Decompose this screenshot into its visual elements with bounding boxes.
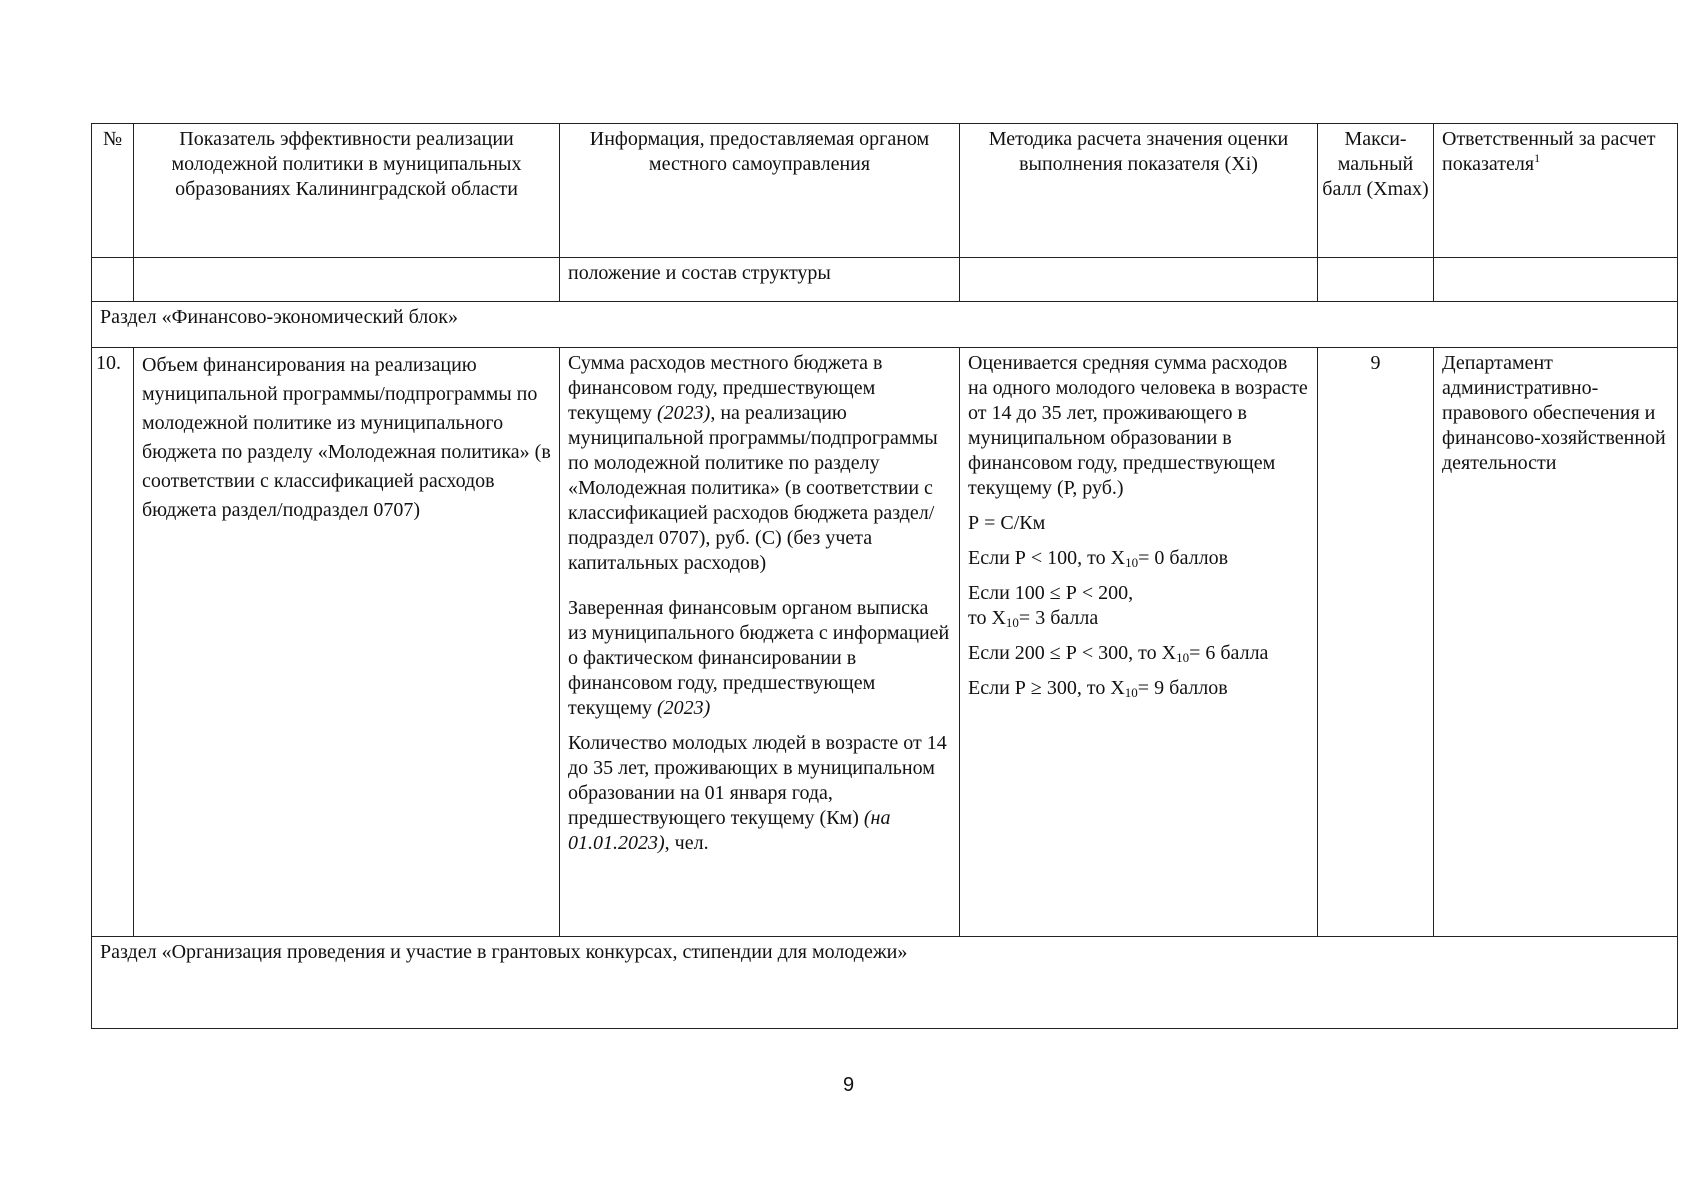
table-row — [92, 348, 1678, 937]
header-num: № — [92, 124, 134, 258]
method-formula: Р = С/Км — [968, 512, 1046, 534]
continuation-info: положение и состав структуры — [560, 258, 960, 302]
footnote-marker: 1 — [1534, 151, 1541, 165]
criteria-table — [91, 123, 1678, 1029]
section-row-grants — [92, 937, 1678, 1029]
method-rule-2: Если 100 ≤ Р < 200, то $Х_{10}= 3$ балла — [968, 582, 1134, 630]
method-rule-4: Если Р ≥ 300, то $Х_{10}= 9$ баллов — [968, 677, 1228, 700]
info-paragraph-youth-count: Количество молодых людей в возрасте от 14 до 35 лет, проживающих в муниципальном образовании на 01 января года, предшествующего текущему (Км) (на 01.01.2023), чел. — [568, 732, 947, 854]
page-number: 9 — [842, 1074, 855, 1096]
header-max: Макси-мальный балл (Xmax) — [1318, 124, 1434, 258]
header-info: Информация, предоставляемая органом местного самоуправления — [560, 124, 960, 258]
section-title-grants: Раздел «Организация проведения и участие в грантовых конкурсах, стипендии для молодежи» — [92, 937, 1678, 1029]
row-number: 10. — [92, 348, 134, 937]
method-rule-1: Если Р < 100, то $Х_{10}= 0$ баллов — [968, 547, 1229, 570]
table-header-row — [92, 124, 1678, 258]
row-info — [560, 348, 960, 937]
row-max-score: 9 — [1318, 348, 1434, 937]
row-method — [960, 348, 1318, 937]
method-rule-3: Если 200 ≤ Р < 300, то $Х_{10}= 6$ балла — [968, 642, 1269, 665]
row-indicator: Объем финансирования на реализацию муниципальной программы/подпрограммы по молодежной политике из муниципального бюджета по разделу «Молодежная политика» (в соответствии с классификацией расходов бюджета раздел/подраздел 0707) — [134, 348, 560, 937]
method-intro: Оценивается средняя сумма расходов на одного молодого человека в возрасте от 14 до 35 лет, проживающего в муниципальном образовании в финансовом году, предшествующем текущему (Р, руб.) — [968, 352, 1308, 499]
continuation-row — [92, 258, 1678, 302]
header-method: Методика расчета значения оценки выполнения показателя (Xi) — [960, 124, 1318, 258]
section-row-finance — [92, 302, 1678, 348]
header-responsible: Ответственный за расчет показателя$^1$ — [1434, 124, 1678, 258]
section-title-finance: Раздел «Финансово-экономический блок» — [92, 302, 1678, 348]
info-paragraph-statement: Заверенная финансовым органом выписка из муниципального бюджета с информацией о фактическом финансировании в финансовом году, предшествующем текущему (2023) — [568, 597, 950, 719]
header-indicator: Показатель эффективности реализации молодежной политики в муниципальных образованиях Калининградской области — [134, 124, 560, 258]
info-paragraph-expenses: Сумма расходов местного бюджета в финансовом году, предшествующем текущему (2023), на реализацию муниципальной программы/подпрограммы по молодежной политике по разделу «Молодежная политика» (в соответствии с классификацией расходов бюджета раздел/подраздел 0707), руб. (С) (без учета капитальных расходов) — [568, 352, 938, 574]
row-responsible: Департамент административно-правового обеспечения и финансово-хозяйственной деятельности — [1434, 348, 1678, 937]
